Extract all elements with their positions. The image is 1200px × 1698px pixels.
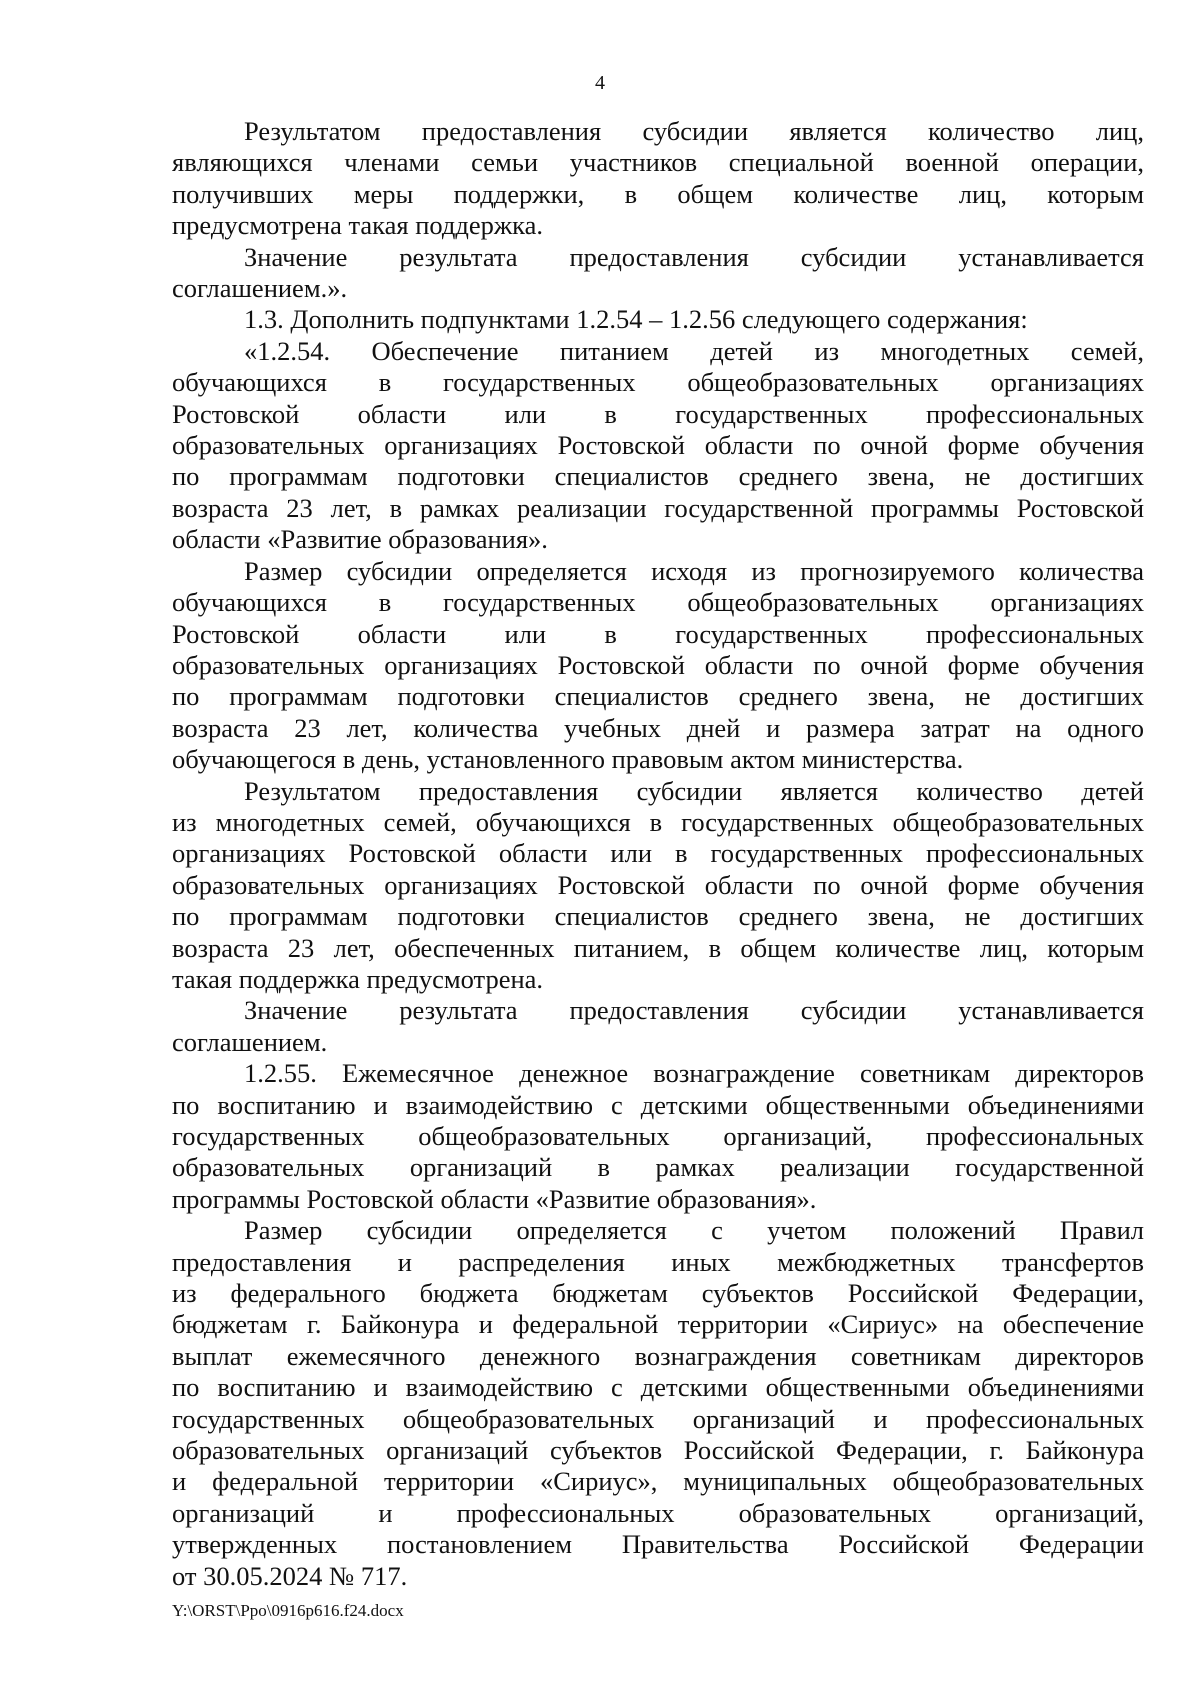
text-line: утвержденных постановлением Правительства Российской Федерации — [172, 1529, 1144, 1560]
text-line: Ростовской области или в государственных профессиональных — [172, 398, 1144, 429]
text-line: по программам подготовки специалистов среднего звена, не достигших — [172, 461, 1144, 492]
paragraph — [172, 116, 1144, 242]
text-line: образовательных организациях Ростовской области по очной форме обучения — [172, 869, 1144, 900]
text-line: предоставления и распределения иных межбюджетных трансфертов — [172, 1246, 1144, 1277]
text-line: из федерального бюджета бюджетам субъектов Российской Федерации, — [172, 1278, 1144, 1309]
text-line: 1.3. Дополнить подпунктами 1.2.54 – 1.2.56 следующего содержания: — [244, 304, 1028, 335]
text-line: обучающегося в день, установленного правовым актом министерства. — [172, 744, 964, 775]
text-line: Размер субсидии определяется исходя из прогнозируемого количества — [244, 555, 1144, 586]
text-line: выплат ежемесячного денежного вознаграждения советникам директоров — [172, 1340, 1144, 1371]
text-line: организациях Ростовской области или в государственных профессиональных — [172, 838, 1144, 869]
text-line: организаций и профессиональных образовательных организаций, — [172, 1497, 1144, 1528]
text-line: образовательных организациях Ростовской области по очной форме обучения — [172, 649, 1144, 680]
text-line: «1.2.54. Обеспечение питанием детей из многодетных семей, — [244, 335, 1144, 366]
text-line: образовательных организаций в рамках реализации государственной — [172, 1152, 1144, 1183]
paragraph — [172, 776, 1144, 996]
file-path-footer: Y:\ORST\Ppo\0916p616.f24.docx — [172, 1601, 404, 1620]
text-line: программы Ростовской области «Развитие образования». — [172, 1183, 817, 1214]
text-line: являющихся членами семьи участников специальной военной операции, — [172, 147, 1144, 178]
text-line: от 30.05.2024 № 717. — [172, 1560, 408, 1591]
document-body — [172, 116, 1144, 1592]
text-line: предусмотрена такая поддержка. — [172, 210, 544, 241]
paragraph — [172, 556, 1144, 776]
text-line: соглашением.». — [172, 273, 348, 304]
text-line: соглашением. — [172, 1026, 328, 1057]
paragraph — [172, 242, 1144, 305]
text-line: Ростовской области или в государственных профессиональных — [172, 618, 1144, 649]
text-line: государственных общеобразовательных организаций, профессиональных — [172, 1121, 1144, 1151]
paragraph — [172, 336, 1144, 556]
text-line: по программам подготовки специалистов среднего звена, не достигших — [172, 901, 1144, 932]
text-line: Размер субсидии определяется с учетом положений Правил — [244, 1215, 1144, 1246]
text-line: возраста 23 лет, обеспеченных питанием, в общем количестве лиц, которым — [172, 932, 1144, 963]
text-line: Результатом предоставления субсидии является количество детей — [244, 775, 1144, 806]
text-line: возраста 23 лет, количества учебных дней и размера затрат на одного — [172, 712, 1144, 743]
text-line: государственных общеобразовательных организаций и профессиональных — [172, 1403, 1144, 1434]
paragraph — [172, 1058, 1144, 1215]
text-line: по воспитанию и взаимодействию с детскими общественными объединениями — [172, 1372, 1144, 1403]
text-line: 1.2.55. Ежемесячное денежное вознаграждение советникам директоров — [244, 1058, 1144, 1089]
paragraph — [172, 1215, 1144, 1592]
text-line: образовательных организаций субъектов Российской Федерации, г. Байконура — [172, 1435, 1144, 1466]
text-line: Результатом предоставления субсидии является количество лиц, — [244, 116, 1144, 146]
page-number: 4 — [595, 72, 605, 94]
text-line: области «Развитие образования». — [172, 524, 548, 555]
text-line: обучающихся в государственных общеобразовательных организациях — [172, 367, 1144, 398]
text-line: из многодетных семей, обучающихся в государственных общеобразовательных — [172, 806, 1144, 837]
text-line: по воспитанию и взаимодействию с детскими общественными объединениями — [172, 1089, 1144, 1120]
text-line: бюджетам г. Байконура и федеральной территории «Сириус» на обеспечение — [172, 1309, 1144, 1340]
text-line: Значение результата предоставления субсидии устанавливается — [244, 241, 1144, 272]
text-line: получивших меры поддержки, в общем количестве лиц, которым — [172, 178, 1144, 209]
text-line: и федеральной территории «Сириус», муниципальных общеобразовательных — [172, 1466, 1144, 1497]
text-line: такая поддержка предусмотрена. — [172, 963, 544, 994]
text-line: по программам подготовки специалистов среднего звена, не достигших — [172, 681, 1144, 712]
paragraph — [172, 304, 1144, 335]
paragraph — [172, 995, 1144, 1058]
text-line: образовательных организациях Ростовской области по очной форме обучения — [172, 430, 1144, 461]
text-line: обучающихся в государственных общеобразовательных организациях — [172, 587, 1144, 618]
text-line: Значение результата предоставления субсидии устанавливается — [244, 995, 1144, 1026]
text-line: возраста 23 лет, в рамках реализации государственной программы Ростовской — [172, 492, 1144, 523]
